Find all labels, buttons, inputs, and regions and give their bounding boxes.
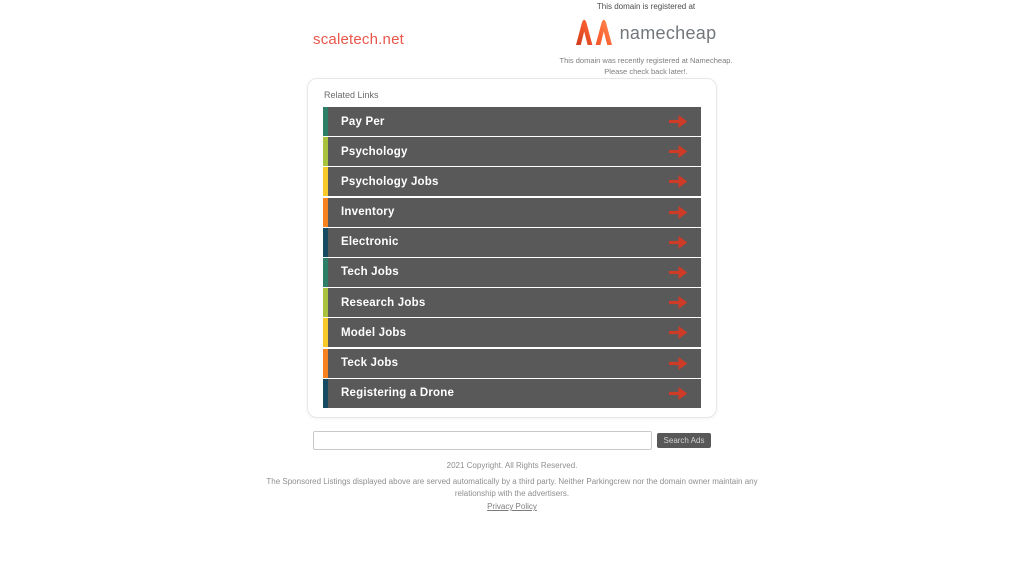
- related-link-label: Registering a Drone: [341, 387, 455, 400]
- row-accent-bar: [323, 288, 328, 317]
- arrow-right-icon: [668, 145, 688, 158]
- related-link-row[interactable]: [323, 198, 701, 227]
- privacy-policy-row: [0, 502, 1024, 511]
- namecheap-logo-icon: [576, 17, 612, 50]
- arrow-right-icon: [668, 326, 688, 339]
- sponsored-listings-disclaimer: The Sponsored Listings displayed above are served automatically by a third party. Neither Parkingcrew nor the domain owner maintain any relationship with the advertisers.: [266, 477, 758, 498]
- related-links-list: [323, 107, 701, 408]
- search-bar: [0, 431, 1024, 450]
- related-link-row[interactable]: [323, 167, 701, 196]
- related-links-title: Related Links: [324, 90, 379, 100]
- arrow-right-icon: [668, 115, 688, 128]
- copyright-text: 2021 Copyright. All Rights Reserved.: [446, 461, 578, 470]
- arrow-right-icon: [668, 387, 688, 400]
- related-link-label: Psychology: [341, 145, 408, 158]
- search-input[interactable]: [313, 431, 652, 450]
- related-link-row[interactable]: [323, 288, 701, 317]
- privacy-policy-link[interactable]: Privacy Policy: [487, 502, 537, 511]
- arrow-right-icon: [668, 175, 688, 188]
- related-link-label: Psychology Jobs: [341, 175, 439, 188]
- row-accent-bar: [323, 349, 328, 378]
- related-link-row[interactable]: [323, 228, 701, 257]
- related-link-row[interactable]: [323, 107, 701, 136]
- row-accent-bar: [323, 228, 328, 257]
- notice-line-2: Please check back later!.: [604, 67, 688, 77]
- related-link-row[interactable]: [323, 379, 701, 408]
- row-accent-bar: [323, 167, 328, 196]
- related-link-row[interactable]: [323, 349, 701, 378]
- related-link-label: Tech Jobs: [341, 266, 399, 279]
- row-accent-bar: [323, 379, 328, 408]
- related-link-label: Inventory: [341, 206, 395, 219]
- related-link-label: Model Jobs: [341, 326, 407, 339]
- related-link-label: Electronic: [341, 236, 399, 249]
- arrow-right-icon: [668, 357, 688, 370]
- search-ads-button[interactable]: Search Ads: [657, 433, 712, 448]
- registrar-info: [552, 2, 740, 78]
- namecheap-logo: [552, 17, 740, 50]
- related-link-label: Pay Per: [341, 115, 385, 128]
- namecheap-logo-text: namecheap: [619, 23, 717, 43]
- related-link-label: Research Jobs: [341, 296, 426, 309]
- row-accent-bar: [323, 137, 328, 166]
- row-accent-bar: [323, 107, 328, 136]
- related-link-row[interactable]: [323, 258, 701, 287]
- related-link-row[interactable]: [323, 318, 701, 347]
- row-accent-bar: [323, 258, 328, 287]
- notice-line-1: This domain was recently registered at Namecheap.: [559, 56, 733, 65]
- related-link-row[interactable]: [323, 137, 701, 166]
- related-link-label: Teck Jobs: [341, 357, 399, 369]
- recently-registered-notice: [552, 55, 740, 78]
- row-accent-bar: [323, 318, 328, 347]
- related-links-card: [307, 78, 717, 418]
- row-accent-bar: [323, 198, 328, 227]
- page-title: scaletech.net: [313, 31, 404, 48]
- arrow-right-icon: [668, 296, 688, 309]
- registered-at-label: This domain is registered at: [596, 2, 696, 11]
- arrow-right-icon: [668, 236, 688, 249]
- arrow-right-icon: [668, 266, 688, 279]
- arrow-right-icon: [668, 206, 688, 219]
